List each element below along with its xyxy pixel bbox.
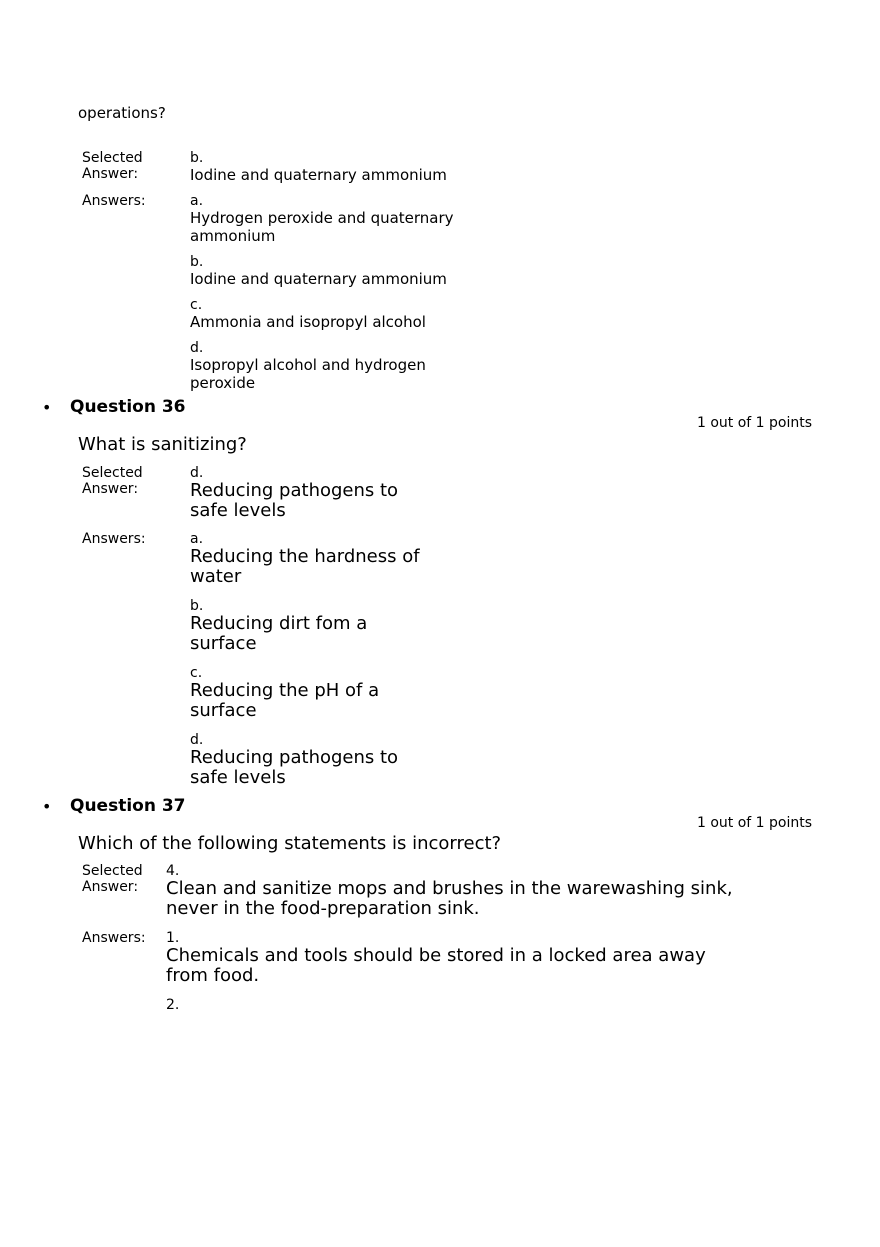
q35-selected-answer <box>190 150 447 184</box>
q36-answer-d <box>190 732 398 788</box>
selected-label-line2: Answer: <box>82 166 139 182</box>
selected-label-line1: Selected <box>82 863 143 879</box>
answer-text: safe levels <box>190 767 286 788</box>
answer-text: Reducing dirt fom a <box>190 613 368 634</box>
answer-letter: 2. <box>166 997 180 1013</box>
answer-letter: a. <box>190 531 204 547</box>
bullet-icon: • <box>42 797 52 816</box>
answer-text: peroxide <box>190 374 256 392</box>
question-37-points: 1 out of 1 points <box>697 815 813 831</box>
q37-answer-2 <box>166 997 179 1013</box>
answer-text: surface <box>190 633 257 654</box>
answer-text: Reducing the hardness of <box>190 546 420 567</box>
answer-text: from food. <box>166 965 260 986</box>
answer-text: ammonium <box>190 227 276 245</box>
answer-text: Reducing pathogens to <box>190 747 399 768</box>
question-37-text: Which of the following statements is incorrect? <box>78 833 502 854</box>
question-37-title: Question 37 <box>70 796 186 816</box>
question-36-title: Question 36 <box>70 397 186 417</box>
answer-letter: c. <box>190 297 203 313</box>
selected-answer-label <box>82 465 143 497</box>
question-36-points: 1 out of 1 points <box>697 415 813 431</box>
answer-letter: b. <box>190 598 204 614</box>
question-36-text: What is sanitizing? <box>78 434 247 455</box>
q37-selected-answer <box>166 863 733 919</box>
selected-label-line1: Selected <box>82 465 143 481</box>
answers-label: Answers: <box>82 531 146 547</box>
selected-answer-label <box>82 150 143 182</box>
answers-label: Answers: <box>82 930 146 946</box>
question-35-text-tail: operations? <box>78 104 166 122</box>
q36-answer-b <box>190 598 367 654</box>
selected-label-line2: Answer: <box>82 879 139 895</box>
answer-text: Iodine and quaternary ammonium <box>190 166 447 184</box>
q36-answer-c <box>190 665 379 721</box>
answer-letter: c. <box>190 665 203 681</box>
answer-text: Hydrogen peroxide and quaternary <box>190 209 454 227</box>
bullet-icon: • <box>42 398 52 417</box>
answer-text: surface <box>190 700 257 721</box>
answer-letter: a. <box>190 193 204 209</box>
answer-letter: 4. <box>166 863 180 879</box>
answer-text: Reducing pathogens to <box>190 480 399 501</box>
selected-label-line2: Answer: <box>82 481 139 497</box>
answer-letter: d. <box>190 340 204 356</box>
selected-answer-label <box>82 863 143 895</box>
answers-label: Answers: <box>82 193 146 209</box>
answer-letter: 1. <box>166 930 180 946</box>
answer-text: Reducing the pH of a <box>190 680 380 701</box>
answer-text: safe levels <box>190 500 286 521</box>
answer-letter: d. <box>190 732 204 748</box>
answer-text: Ammonia and isopropyl alcohol <box>190 313 426 331</box>
q35-answer-d <box>190 340 426 392</box>
selected-label-line1: Selected <box>82 150 143 166</box>
q37-answer-1 <box>166 930 706 986</box>
answer-letter: d. <box>190 465 204 481</box>
answer-letter: b. <box>190 150 204 166</box>
answer-text: Chemicals and tools should be stored in a locked area away <box>166 945 706 966</box>
answer-text: Clean and sanitize mops and brushes in the warewashing sink, <box>166 878 733 899</box>
answer-text: never in the food-preparation sink. <box>166 898 480 919</box>
answer-text: Isopropyl alcohol and hydrogen <box>190 356 426 374</box>
q35-answer-a <box>190 193 454 245</box>
q36-selected-answer <box>190 465 398 521</box>
answer-text: Iodine and quaternary ammonium <box>190 270 447 288</box>
q35-answer-b <box>190 254 447 288</box>
answer-text: water <box>190 566 242 587</box>
q36-answer-a <box>190 531 420 587</box>
q35-answer-c <box>190 297 426 331</box>
answer-letter: b. <box>190 254 204 270</box>
